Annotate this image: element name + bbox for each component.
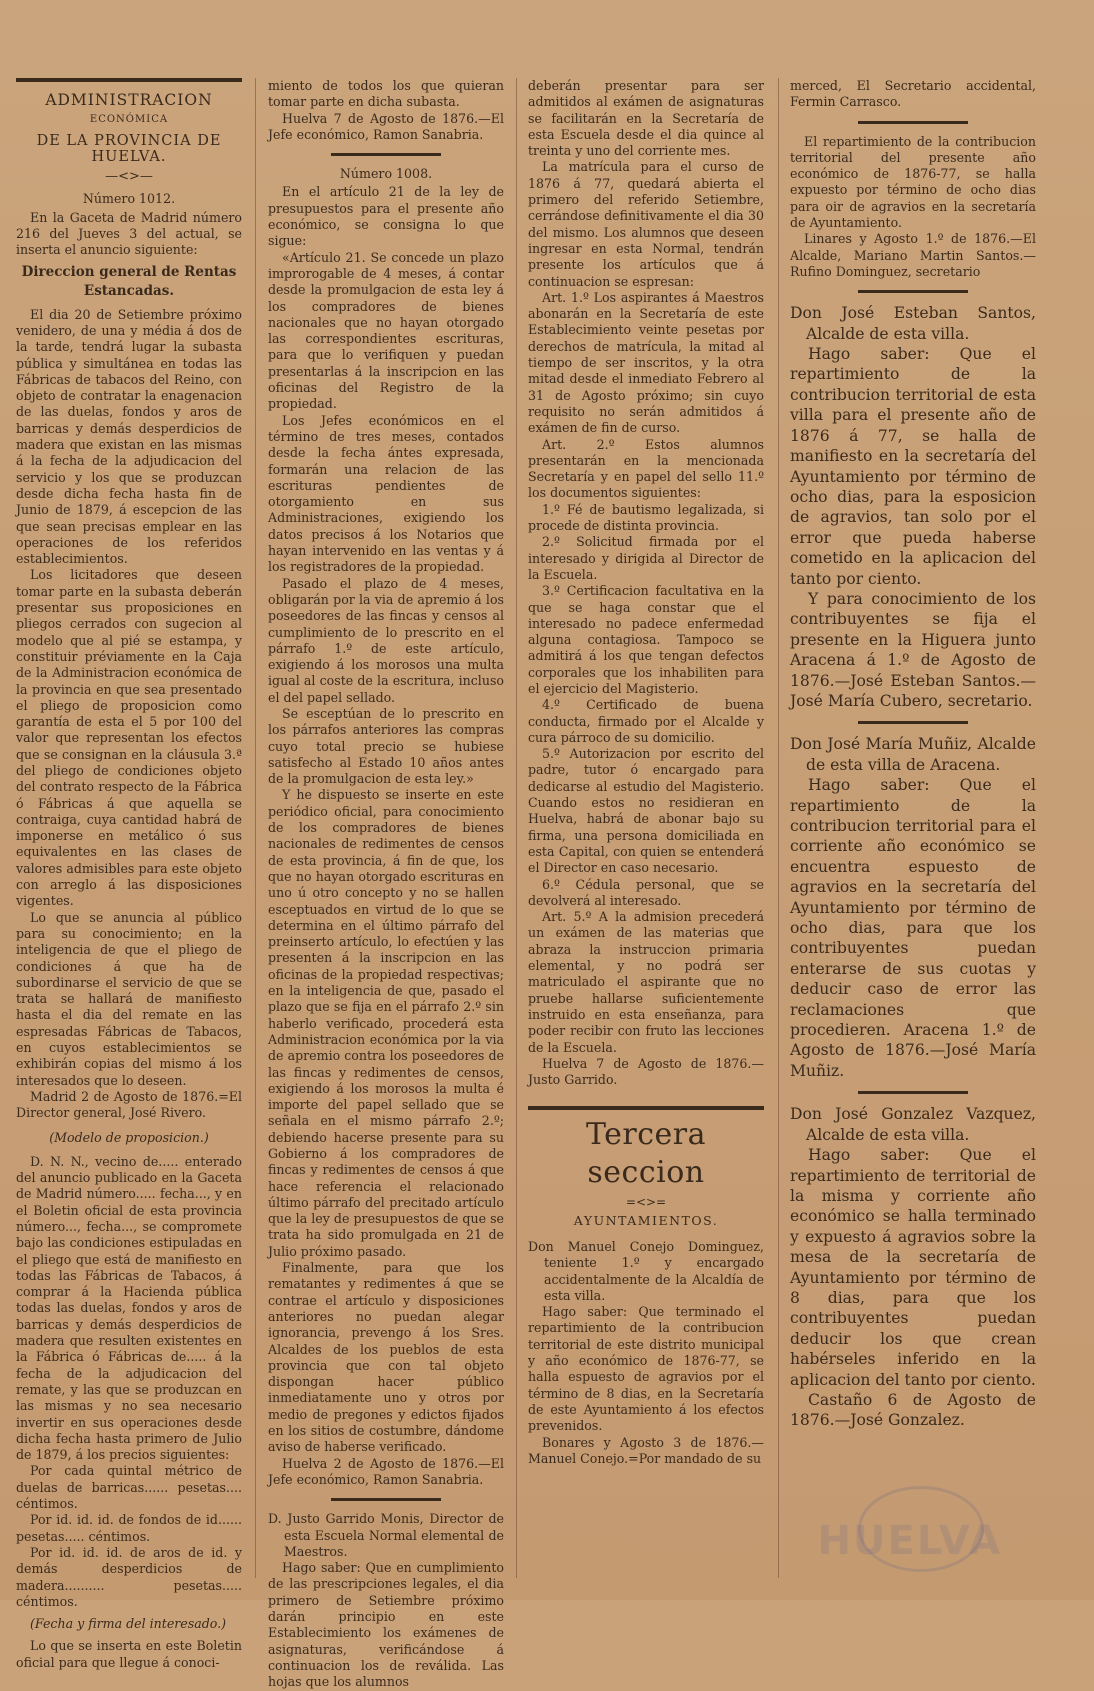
watermark-text: HUELVA (817, 1518, 1002, 1564)
paragraph: Hago saber: Que el repartimiento de territorial de la misma y corriente año económico se halla terminado y expuesto á agravios sobre la mesa de la secretaría de Ayuntamiento por término de 8 dias, para que los contribuyentes puedan deducir los que crean habérseles inferido en la aplicacion del tanto por ciento. (790, 1146, 1036, 1389)
notice-heading: Don José Esteban Santos, Alcalde de esta villa. (790, 304, 1036, 343)
paragraph: Y he dispuesto se inserte en este periódico oficial, para conocimiento de los compradores de bienes nacionales de redimentes de censos de esta provincia, á fin de que, los que no hayan otorgado escrituras en uno ú otro concepto y no se hallen esceptuados en virtud de lo que se determina en el último párrafo del preinserto artículo, lo efectúen y las presenten á la inscripcion en las oficinas de la propiedad respectivas; en la inteligencia de que, pasado el plazo que se fija en el párrafo 2.º sin haberlo verificado, procederá esta Administracion económica por la via de apremio contra los poseedores de las fincas y redimentes de censos, exigiendo á los morosos la multa é importe del papel sellado que se señala en el mismo párrafo 2.º; debiendo hacerse presente para su Gobierno á los compradores de fincas y redimentes de censos á que hace referencia el relacionado último párrafo del precitado artículo que la ley de presupuestos de que se trata ha sido promulgada en 21 de Julio próximo pasado. (268, 787, 504, 1259)
paragraph: Art. 2.º Estos alumnos presentarán en la mencionada Secretaría y en papel del sello 11.º los documentos siguientes: (528, 436, 764, 501)
list-item: 3.º Certificacion facultativa en la que se haga constar que el interesado no padece enfermedad alguna contagiosa. Tampoco se admitirá á los que tengan defectos corporales que los inhabiliten para el ejercicio del Magisterio. (528, 583, 764, 696)
paragraph: Y para conocimiento de los contribuyentes se fija el presente en la Higuera junto Aracena á 1.º de Agosto de 1876.—José Esteban Santos.—José María Cubero, secretario. (790, 589, 1036, 710)
divider (858, 1091, 968, 1094)
signature: Huelva 7 de Agosto de 1876.—Justo Garrido. (528, 1055, 764, 1088)
subsection-title: AYUNTAMIENTOS. (573, 1212, 719, 1228)
notice-heading: Don José María Muñiz, Alcalde de esta villa de Aracena. (790, 735, 1036, 774)
notice-heading: D. Justo Garrido Monis, Director de esta Escuela Normal elemental de Maestros. (268, 1511, 504, 1559)
notice-number: Número 1008. (339, 166, 433, 182)
list-item: Por id. id. id. de aros de id. y demás desperdicios de madera.......... pesetas..... céntimos. (16, 1544, 242, 1609)
paragraph: Se esceptúan de lo prescrito en los párrafos anteriores las compras cuyo total precio se hubiese satisfecho al Estado 10 años antes de la promulgacion de esta ley.» (268, 705, 504, 787)
list-item: 2.º Solicitud firmada por el interesado y dirigida al Director de la Escuela. (528, 534, 764, 582)
column-4 (790, 78, 1036, 1583)
column-divider (516, 78, 517, 1578)
list-item: Por cada quintal métrico de duelas de barricas...... pesetas.... céntimos. (16, 1463, 242, 1512)
column-divider (778, 78, 779, 1578)
divider (331, 1498, 441, 1501)
paragraph: Art. 1.º Los aspirantes á Maestros abonarán en la Secretaría de este Establecimiento veinte pesetas por derechos de matrícula, la mitad al tiempo de ser inscritos, y la otra mitad desde el inmediato Febrero al 31 de Agosto próximo; sin cuyo requisito no serán admitidos á exámen de fin de curso. (528, 289, 764, 436)
list-item: 1.º Fé de bautismo legalizada, si procede de distinta provincia. (528, 501, 764, 534)
paragraph: Lo que se anuncia al público para su conocimiento; en la inteligencia de que el pliego de condiciones á que ha de subordinarse el servicio de que se trata se hallará de manifiesto hasta el dia del remate en las espresadas Fábricas de Tabacos, en cuyos establecimientos se exhibirán copias del mismo á los interesados que lo deseen. (16, 909, 242, 1088)
paragraph: Hago saber: Que el repartimiento de la contribucion territorial de esta villa para el presente año de 1876 á 77, se halla de manifiesto en la secretaría del Ayuntamiento por término de ocho dias, para la esposicion de agravios, tan solo por el error que pueda haberse cometido en la aplicacion del tanto por ciento. (790, 345, 1036, 588)
ornament: —<>— (105, 169, 153, 185)
signature: Huelva 2 de Agosto de 1876.—El Jefe económico, Ramon Sanabria. (268, 1455, 504, 1487)
section-subtitle: ECONÓMICA (89, 114, 169, 126)
header-rule (16, 78, 242, 82)
paragraph: En el artículo 21 de la ley de presupuestos para el presente año económico, se consigna lo que sigue: (268, 184, 504, 249)
signature: Castaño 6 de Agosto de 1876.—José Gonzalez. (790, 1390, 1036, 1430)
model-heading: (Modelo de proposicion.) (49, 1129, 209, 1145)
signature: Madrid 2 de Agosto de 1876.=El Director general, José Rivero. (16, 1088, 242, 1121)
notice-heading: Direccion general de Rentas Estancadas. (21, 263, 237, 299)
list-item: 5.º Autorizacion por escrito del padre, tutor ó encargado para dedicarse al estudio del Magisterio. Cuando estos no residieran en Huelva, habrá de abonar bajo su firma, una persona domiciliada en esta Capital, con quien se entenderá el Director en caso necesario. (528, 746, 764, 876)
signature: Linares y Agosto 1.º de 1876.—El Alcalde, Mariano Martin Santos.—Rufino Dominguez, secretario (790, 231, 1036, 279)
section-province: DE LA PROVINCIA DE HUELVA. (36, 132, 222, 165)
list-item: 4.º Certificado de buena conducta, firmado por el Alcalde y cura párroco de su domicilio. (528, 697, 764, 745)
paragraph: El dia 20 de Setiembre próximo venidero, de una y média á dos de la tarde, tendrá lugar la subasta pública y simultánea en todas las Fábricas de tabacos del Reino, con objeto de contratar la enagenacion de las duelas, fondos y aros de barricas y demás desperdicios de madera que existan en las mismas á la fecha de la adjudicacion del servicio y los que se produzcan desde dicha fecha hasta fin de Junio de 1879, á escepcion de las que sean precisas emplear en las operaciones de los referidos establecimientos. (16, 306, 242, 567)
list-item: Por id. id. id. de fondos de id...... pesetas..... céntimos. (16, 1512, 242, 1544)
notice-block (790, 303, 1036, 1431)
paragraph: En la Gaceta de Madrid número 216 del Jueves 3 del actual, se inserta el anuncio siguiente: (16, 209, 242, 258)
paragraph: Los licitadores que deseen tomar parte en la subasta deberán presentar sus proposiciones en pliegos cerrados con sugecion al modelo que al pié se estampa, y constituir préviamente en la Caja de la Administracion económica de la provincia en que sea presentado el pliego de proposicion como garantía de esta el 5 por 100 del valor que representan los efectos que se consignan en la cláusula 3.ª del pliego de condiciones objeto del contrato respecto de la Fábrica ó Fábricas á que aquella se contraiga, cuya cantidad habrá de imponerse en metálico ó sus equivalentes en las clases de valores admisibles para este objeto con arreglo á las disposiciones vigentes. (16, 567, 242, 909)
paragraph: Art. 5.º A la admision precederá un exámen de las materias que abraza la instruccion primaria elemental, y no podrá ser matriculado el aspirante que no pruebe hallarse suficientemente instruido en esta enseñanza, para poder recibir con fruto las lecciones de la Escuela. (528, 909, 764, 1055)
signature: Bonares y Agosto 3 de 1876.—Manuel Conejo.=Por mandado de su (528, 1434, 764, 1466)
paragraph: merced, El Secretario accidental, Fermin Carrasco. (790, 78, 1036, 110)
divider (331, 153, 441, 156)
paragraph: Los Jefes económicos en el término de tres meses, contados desde la fecha ántes expresada, formarán una relacion de las escrituras pendientes de otorgamiento en sus Administraciones, exigiendo los datos precisos á los Notarios que hayan intervenido en las ventas y á los registradores de la propiedad. (268, 412, 504, 575)
signature: Huelva 7 de Agosto de 1876.—El Jefe económico, Ramon Sanabria. (268, 110, 504, 142)
ornament: =<>= (625, 1195, 667, 1210)
paragraph: Lo que se inserta en este Boletin oficial para que llegue á conoci- (16, 1638, 242, 1670)
divider (858, 721, 968, 724)
paragraph: El repartimiento de la contribucion territorial del presente año económico de 1876-77, se halla expuesto por término de ocho dias para oir de agravios en la secretaría de Ayuntamiento. (790, 133, 1036, 231)
paragraph: Hago saber: Que terminado el repartimiento de la contribucion territorial de este distrito municipal y año económico de 1876-77, se halla espuesto de agravios por el término de 8 dias, en la Secretaría de este Ayuntamiento á los efectos prevenidos. (528, 1304, 764, 1434)
date-signature-note: (Fecha y firma del interesado.) (30, 1616, 227, 1632)
section-title: Tercera seccion (585, 1117, 707, 1191)
section-rule (528, 1106, 764, 1110)
notice-heading: Don José Gonzalez Vazquez, Alcalde de esta villa. (790, 1105, 1036, 1144)
column-divider (255, 78, 256, 1578)
column-2 (268, 78, 504, 1690)
paragraph: Hago saber: Que en cumplimiento de las prescripciones legales, el dia primero de Setiembre próximo darán principio en este Establecimiento los exámenes de asignaturas, verificándose á continuacion los de reválida. Las hojas que los alumnos (268, 1560, 504, 1690)
paragraph: miento de todos los que quieran tomar parte en dicha subasta. (268, 78, 504, 110)
column-1 (16, 78, 242, 1670)
notice-number: Número 1012. (82, 191, 176, 207)
paragraph: Hago saber: Que el repartimiento de la contribucion territorial para el corriente año económico se encuentra espuesto de agravios en la secretaría del Ayuntamiento por término de ocho dias, para que los contribuyentes puedan enterarse de sus cuotas y deducir caso de error las reclamaciones que procedieren. Aracena 1.º de Agosto de 1876.—José María Muñiz. (790, 776, 1036, 1080)
paragraph: deberán presentar para ser admitidos al exámen de asignaturas se facilitarán en la Secretaría de esta Escuela desde el dia quince al treinta y uno del corriente mes. (528, 78, 764, 159)
paragraph: La matrícula para el curso de 1876 á 77, quedará abierta el primero del referido Setiembre, cerrándose definitivamente el dia 30 del mismo. Los alumnos que deseen ingresar en esta Normal, tendrán presente los artículos que á continuacion se espresan: (528, 159, 764, 289)
notice-heading: Don Manuel Conejo Dominguez, teniente 1.º y encargado accidentalmente de la Alcaldía de esta villa. (528, 1239, 764, 1303)
paragraph: Finalmente, para que los rematantes y redimentes á que se contrae el artículo y disposiciones anteriores no puedan alegar ignorancia, prevengo á los Sres. Alcaldes de los pueblos de esta provincia que con tal objeto dispongan hacer público inmediatamente uno y otros por medio de pregones y edictos fijados en los sitios de costumbre, dándome aviso de haberse verificado. (268, 1260, 504, 1455)
divider (858, 121, 968, 124)
section-title: ADMINISTRACION (45, 91, 213, 109)
paragraph: Pasado el plazo de 4 meses, obligarán por la via de apremio á los poseedores de las fincas y censos al cumplimiento de lo prescrito en el párrafo 1.º de este artículo, exigiendo á los morosos una multa igual al coste de la escritura, incluso el del papel sellado. (268, 575, 504, 705)
paragraph: D. N. N., vecino de..... enterado del anuncio publicado en la Gaceta de Madrid número..... fecha..., y en el Boletin oficial de esta provincia número..., fecha..., se compromete bajo las condiciones estipuladas en el pliego que está de manifiesto en todas las Fábricas de Tabacos, á comprar á la Hacienda pública todas las duelas, fondos y aros de barricas y demás desperdicios de madera que resulten existentes en la Fábrica ó Fábricas de..... á la fecha de la adjudicacion del remate, y las que se produzcan en las mismas y no sea necesario invertir en sus operaciones desde dicha fecha hasta primero de Julio de 1879, á los precios siguientes: (16, 1153, 242, 1463)
paragraph: «Artículo 21. Se concede un plazo improrogable de 4 meses, á contar desde la promulgacion de esta ley á los compradores de bienes nacionales que no hayan otorgado las correspondientes escrituras, para que lo verifiquen y puedan presentarlas á la inscripcion en las oficinas del Registro de la propiedad. (268, 249, 504, 412)
column-3 (528, 78, 764, 1583)
divider (858, 290, 968, 293)
list-item: 6.º Cédula personal, que se devolverá al interesado. (528, 876, 764, 908)
